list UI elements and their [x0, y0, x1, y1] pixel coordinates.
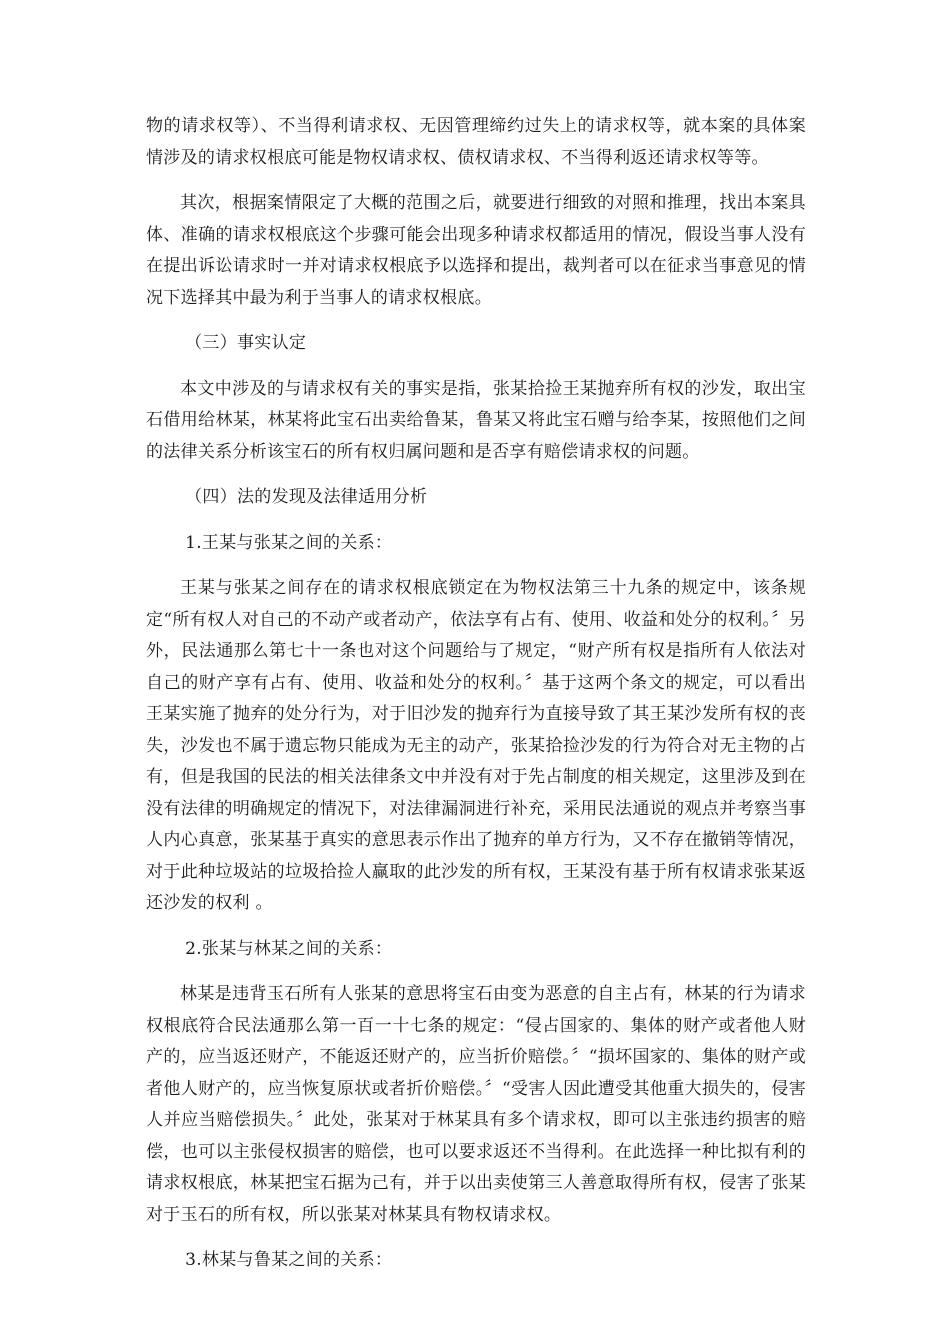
paragraph-wang-zhang-analysis: 王某与张某之间存在的请求权根底锁定在为物权法第三十九条的规定中，该条规定“所有权人对自己的不动产或者动产，依法享有占有、使用、收益和处分的权利。〞另外，民法通那么第七十一条也对这个问题给与了规定，“财产所有权是指所有人依法对自己的财产享有占有、使用、收益和处分的权利。〞基于这两个条文的规定，可以看出王某实施了抛弃的处分行为，对于旧沙发的抛弃行为直接导致了其王某沙发所有权的丧失，沙发也不属于遗忘物只能成为无主的动产，张某拾捡沙发的行为符合对无主物的占有，但是我国的民法的相关法律条文中并没有对于先占制度的相关规定，这里涉及到在没有法律的明确规定的情况下，对法律漏洞进行补充，采用民法通说的观点并考察当事人内心真意，张某基于真实的意思表示作出了抛弃的单方行为，又不存在撤销等情况，对于此种垃圾站的垃圾拾捡人赢取的此沙发的所有权，王某没有基于所有权请求张某返还沙发的权利 。	[146, 578, 806, 913]
document-body	[146, 111, 806, 1291]
subheading-zhang-lin: 2.张某与林某之间的关系：	[185, 938, 393, 959]
section-heading-law-discovery: （四）法的发现及法律适用分析	[185, 487, 428, 507]
paragraph-zhang-lin-analysis: 林某是违背玉石所有人张某的意思将宝石由变为恶意的自主占有，林某的行为请求权根底符合民法通那么第一百一十七条的规定：“侵占国家的、集体的财产或者他人财产的，应当返还财产，不能返还财产的，应当折价赔偿。〞“损坏国家的、集体的财产或者他人财产的，应当恢复原状或者折价赔偿。〞“受害人因此遭受其他重大损失的，侵害人并应当赔偿损失。〞此处，张某对于林某具有多个请求权，即可以主张违约损害的赔偿，也可以主张侵权损害的赔偿，也可以要求返还不当得利。在此选择一种比拟有利的请求权根底，林某把宝石据为己有，并于以出卖使第三人善意取得所有权，侵害了张某对于玉石的所有权，所以张某对林某具有物权请求权。	[146, 984, 806, 1225]
paragraph-claim-types-continued: 物的请求权等）、不当得利请求权、无因管理缔约过失上的请求权等，就本案的具体案情涉及的请求权根底可能是物权请求权、债权请求权、不当得利返还请求权等等。	[146, 116, 806, 168]
subheading-lin-lu: 3.林某与鲁某之间的关系：	[185, 1250, 393, 1270]
section-heading-fact-finding: （三）事实认定	[185, 333, 307, 353]
paragraph-facts: 本文中涉及的与请求权有关的事实是指，张某拾捡王某抛弃所有权的沙发，取出宝石借用给林某，林某将此宝石出卖给鲁某，鲁某又将此宝石赠与给李某，按照他们之间的法律关系分析该宝石的所有权归属问题和是否享有赔偿请求权的问题。	[146, 378, 806, 462]
subheading-wang-zhang: 1.王某与张某之间的关系：	[185, 532, 393, 553]
paragraph-secondly: 其次，根据案情限定了大概的范围之后，就要进行细致的对照和推理，找出本案具体、准确的请求权根底这个步骤可能会出现多种请求权都适用的情况，假设当事人没有在提出诉讼请求时一并对请求权根底予以选择和提出，裁判者可以在征求当事意见的情况下选择其中最为利于当事人的请求权根底。	[146, 193, 806, 308]
